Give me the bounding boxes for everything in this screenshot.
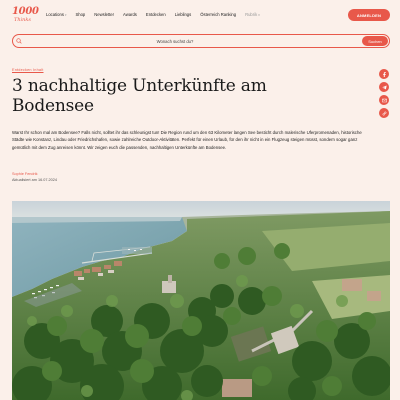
nav-item-newsletter[interactable] xyxy=(94,12,114,17)
nav-item-label: Österreich Ranking xyxy=(200,12,237,17)
top-navigation-bar xyxy=(0,0,400,30)
main-nav xyxy=(46,12,269,17)
facebook-icon xyxy=(382,72,387,77)
nav-item-label: Newsletter xyxy=(94,12,115,17)
share-facebook-button[interactable] xyxy=(379,69,389,79)
nav-item-label: Lieblings xyxy=(174,12,192,17)
nav-item-awards[interactable] xyxy=(123,12,137,17)
logo-subtitle: Thinks xyxy=(14,17,31,23)
nav-item-rubrik[interactable] xyxy=(245,12,260,17)
search-bar xyxy=(12,34,390,48)
nav-item-shop[interactable] xyxy=(75,12,85,17)
nav-item-label: Awards xyxy=(123,12,137,17)
mail-icon xyxy=(382,98,387,103)
site-logo[interactable] xyxy=(12,7,42,24)
nav-item-österreich-ranking[interactable] xyxy=(200,12,236,17)
nav-item-label: Shop xyxy=(75,12,86,17)
nav-item-lieblings[interactable] xyxy=(175,12,192,17)
logo-number: 1000 xyxy=(12,6,39,17)
article-author-link[interactable]: Sophie Fendrik xyxy=(12,172,38,176)
search-button[interactable]: Suchen xyxy=(362,36,388,46)
share-rail xyxy=(379,69,389,118)
search-input[interactable] xyxy=(25,36,325,46)
share-link-button[interactable] xyxy=(379,108,389,118)
search-icon xyxy=(16,38,22,44)
aerial-lake-photo xyxy=(12,201,390,400)
nav-item-locations[interactable] xyxy=(46,12,66,17)
nav-item-label: Entdecken xyxy=(145,12,166,17)
nav-item-entdecken[interactable] xyxy=(146,12,166,17)
nav-item-label: Rubrik xyxy=(245,12,258,17)
chevron-down-icon: ▾ xyxy=(64,13,67,17)
article-category-link[interactable]: Entdecken Inhalt xyxy=(12,68,44,72)
article-title: 3 nachhaltige Unterkünfte am Bodensee xyxy=(12,76,267,116)
share-mail-button[interactable] xyxy=(379,95,389,105)
chevron-down-icon: ▾ xyxy=(258,13,260,17)
telegram-icon xyxy=(382,85,387,90)
article-intro: Warst Ihr schon mal am Bodensee? Falls nicht, solltet ihr das schleunigst tun! Die Region rund um den 63 Kilometer langen See besticht durch malerische Uferpromenaden, historische Städte wie Konstanz, Lindau oder Friedrichshafen, sowie zahlreiche Outdoor-Aktivitäten. Perfekt für einen Urlaub, für den ihr nicht in ein Flugzeug steigen müsst, sondern sogar ganz gemütlich mit dem Zug anreisen könnt. Wir zeigen euch die passenden, nachhaltigen Unterkünfte am Bodensee. xyxy=(12,130,362,150)
share-telegram-button[interactable] xyxy=(379,82,389,92)
link-icon xyxy=(382,111,387,116)
signin-button[interactable]: ANMELDEN xyxy=(348,9,390,21)
hero-image xyxy=(12,201,390,400)
nav-item-label: Locations xyxy=(46,12,64,17)
article-date: Aktualisiert am 16.07.2024 xyxy=(12,178,57,182)
